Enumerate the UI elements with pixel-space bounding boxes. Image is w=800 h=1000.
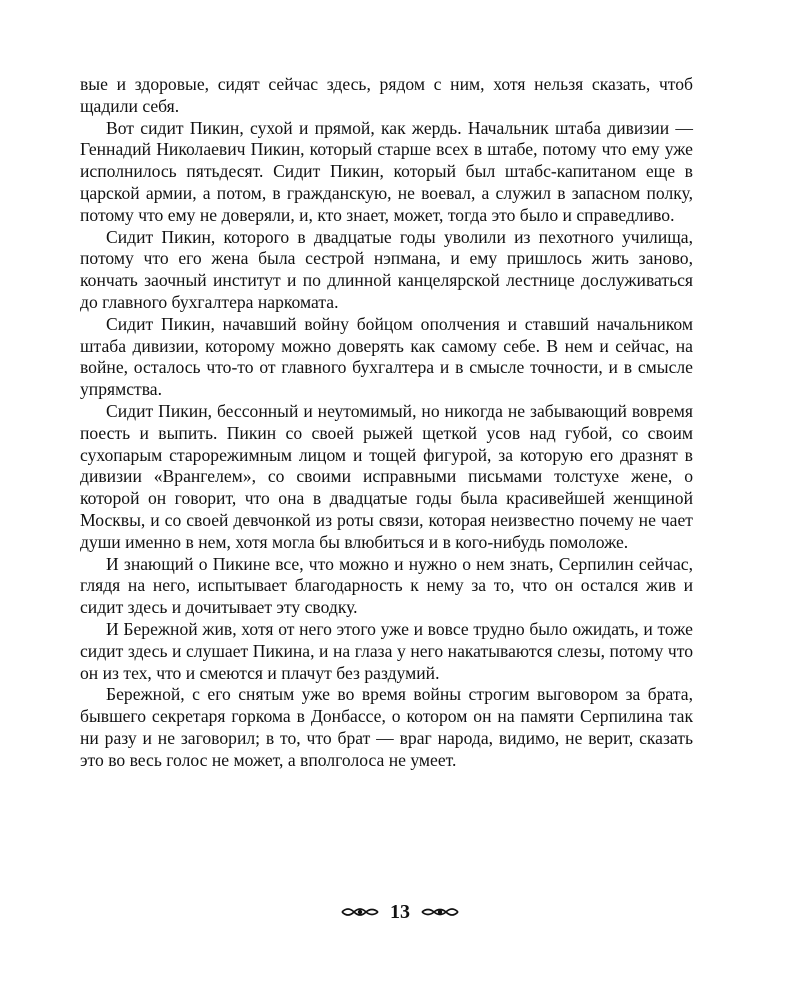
paragraph: Сидит Пикин, которого в двадцатые годы уволили из пехотного училища, потому что его жена была сестрой нэпмана, и ему пришлось жить заново, кончать заочный институт и по длинной канцелярской лестнице дослуживаться до главного бухгалтера наркомата. [80,226,693,312]
paragraph: Вот сидит Пикин, сухой и прямой, как жердь. Начальник штаба дивизии — Геннадий Николаевич Пикин, который старше всех в штабе, потому что ему уже исполнилось пятьдесят. Сидит Пикин, который был штабс-капитаном еще в царской армии, а потом, в гражданскую, не воевал, а служил в запасном полку, потому что ему не доверяли, и, кто знает, может, тогда это было и справедливо. [80,117,693,225]
page-number: 13 [390,900,410,923]
paragraph: И знающий о Пикине все, что можно и нужно о нем знать, Серпилин сейчас, глядя на него, испытывает благодарность к нему за то, что он остался жив и сидит здесь и дочитывает эту сводку. [80,553,693,618]
paragraph: Бережной, с его снятым уже во время войны строгим выговором за брата, бывшего секретаря горкома в Донбассе, о котором он на памяти Серпилина так ни разу и не заговорил; в то, что брат — враг народа, видимо, не верит, сказать это во весь голос не может, а вполголоса не умеет. [80,684,693,770]
book-page-text [80,74,693,772]
paragraph-continuation: вые и здоровые, сидят сейчас здесь, рядом с ним, хотя нельзя сказать, чтоб щадили себя. [80,74,693,116]
paragraph: Сидит Пикин, бессонный и неутомимый, но никогда не забывающий вовремя поесть и выпить. Пикин со своей рыжей щеткой усов над губой, со своим сухопарым старорежимным лицом и тощей фигурой, за которую его дразнят в дивизии «Врангелем», со своими исправными письмами толстухе жене, о которой он говорит, что она в двадцатые годы была красивейшей женщиной Москвы, и со своей девчонкой из роты связи, которая неизвестно почему не чает души именно в нем, хотя могла бы влюбиться и в кого-нибудь помоложе. [80,400,693,552]
page-footer [0,898,800,926]
right-ornament-icon [420,904,460,920]
paragraph: Сидит Пикин, начавший войну бойцом ополчения и ставший начальником штаба дивизии, которому можно доверять как самому себе. В нем и сейчас, на войне, осталось что-то от главного бухгалтера и в смысле точности, и в смысле упрямства. [80,313,693,400]
left-ornament-icon [340,904,380,920]
paragraph: И Бережной жив, хотя от него этого уже и вовсе трудно было ожидать, и тоже сидит здесь и слушает Пикина, и на глаза у него накатываются слезы, потому что он из тех, что и смеются и плачут без раздумий. [80,618,693,683]
